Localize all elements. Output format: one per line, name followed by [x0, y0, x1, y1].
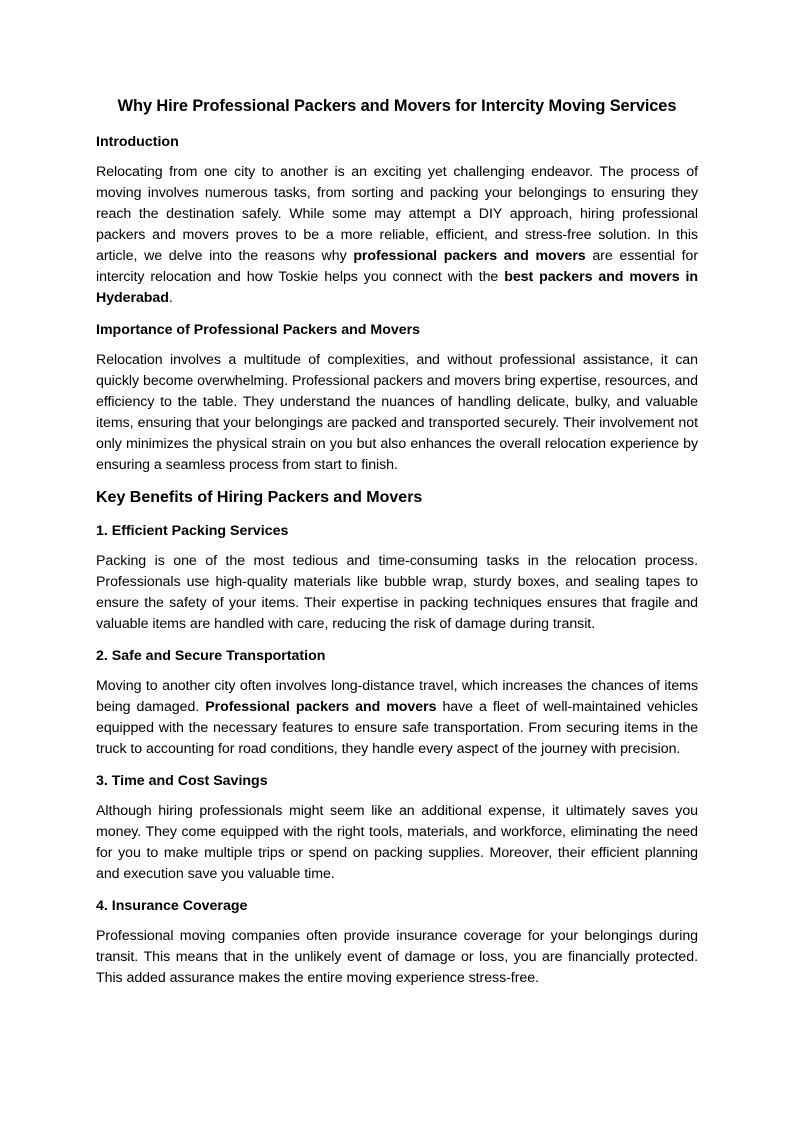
- benefit-2-text-2: have a fleet of well-maintained vehicles equipped with the necessary features to ensure safe transportation. From securing items in the truck to accounting for road conditions, they handle every aspect of the journey with precision.: [96, 699, 698, 757]
- benefit-3-paragraph: Although hiring professionals might seem like an additional expense, it ultimately saves you money. They come equipped with the right tools, materials, and workforce, eliminating the need for you to make multiple trips or spend on packing supplies. Moreover, their efficient planning and execution save you valuable time.: [96, 803, 698, 882]
- intro-text-3: .: [168, 290, 173, 306]
- intro-heading: Introduction: [96, 134, 179, 150]
- document-title: Why Hire Professional Packers and Movers for Intercity Moving Services: [117, 97, 677, 115]
- benefit-2-paragraph: [96, 676, 698, 760]
- importance-heading: Importance of Professional Packers and Movers: [96, 322, 421, 338]
- benefit-2-heading: 2. Safe and Secure Transportation: [96, 648, 326, 664]
- benefit-1-heading: 1. Efficient Packing Services: [96, 523, 289, 539]
- benefit-3-heading: 3. Time and Cost Savings: [96, 773, 268, 789]
- intro-paragraph: [96, 162, 698, 309]
- importance-paragraph: Relocation involves a multitude of complexities, and without professional assistance, it can quickly become overwhelming. Professional packers and movers bring expertise, resources, and efficiency to the table. They understand the nuances of handling delicate, bulky, and valuable items, ensuring that your belongings are packed and transported securely. Their involvement not only minimizes the physical strain on you but also enhances the overall relocation experience by ensuring a seamless process from start to finish.: [96, 352, 698, 473]
- document-page: [96, 94, 698, 1000]
- benefit-2-text-1: Moving to another city often involves long-distance travel, which increases the chances of items being damaged.: [96, 678, 698, 715]
- benefit-4-paragraph: Professional moving companies often provide insurance coverage for your belongings during transit. This means that in the unlikely event of damage or loss, you are financially protected. This added assurance makes the entire moving experience stress-free.: [96, 928, 698, 986]
- benefit-2-bold: Professional packers and movers: [205, 699, 437, 715]
- benefit-4-heading: 4. Insurance Coverage: [96, 898, 248, 914]
- intro-text-1: Relocating from one city to another is an exciting yet challenging endeavor. The process of moving involves numerous tasks, from sorting and packing your belongings to ensuring they reach the destination safely. While some may attempt a DIY approach, hiring professional packers and movers proves to be a more reliable, efficient, and stress-free solution. In this article, we delve into the reasons why: [96, 164, 698, 264]
- benefits-heading: Key Benefits of Hiring Packers and Movers: [96, 489, 423, 506]
- intro-text-2: are essential for intercity relocation and how Toskie helps you connect with the: [96, 248, 699, 285]
- intro-bold-2: best packers and movers in Hyderabad: [96, 269, 698, 306]
- benefit-1-paragraph: Packing is one of the most tedious and time-consuming tasks in the relocation process. Professionals use high-quality materials like bubble wrap, sturdy boxes, and sealing tapes to ensure the safety of your items. Their expertise in packing techniques ensures that fragile and valuable items are handled with care, reducing the risk of damage during transit.: [96, 553, 698, 632]
- intro-bold-1: professional packers and movers: [353, 248, 586, 264]
